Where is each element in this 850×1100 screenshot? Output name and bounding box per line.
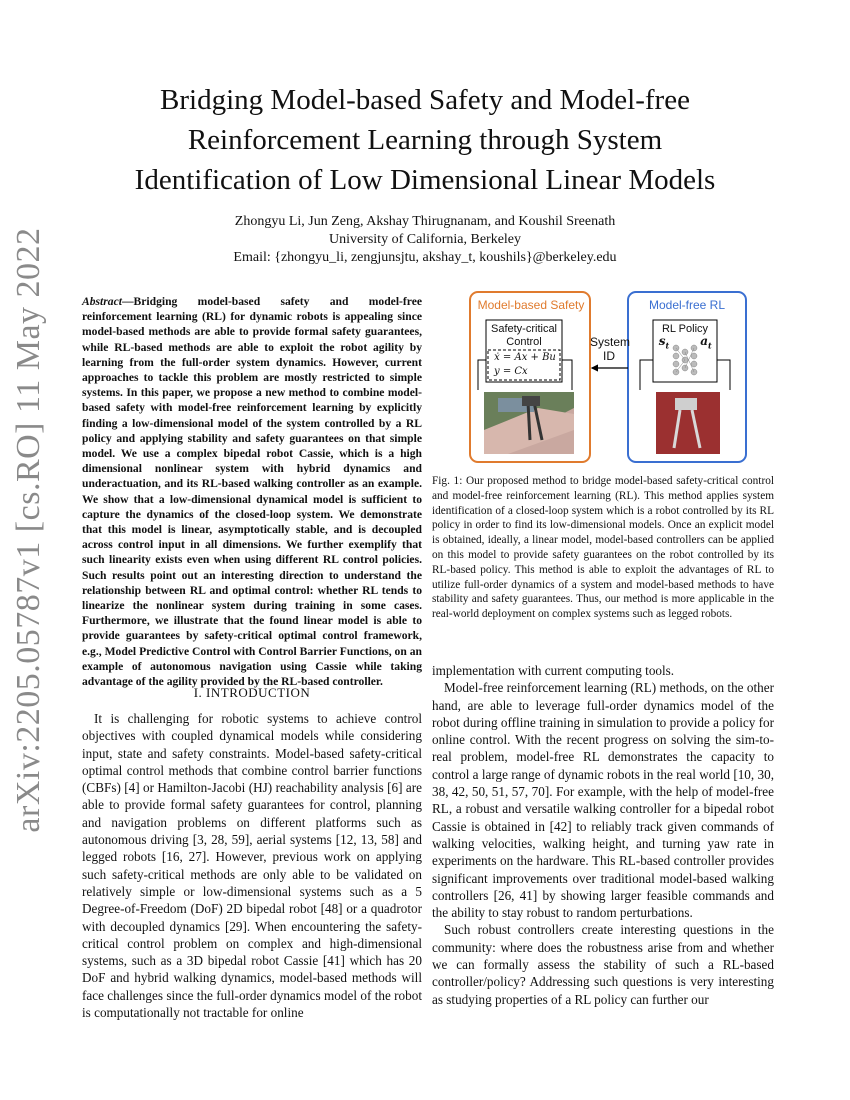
system-id-label-1: System (590, 335, 631, 349)
system-id-label-2: ID (603, 349, 615, 363)
introduction-paragraph: It is challenging for robotic systems to achieve control objectives with coupled dynamical models while considering input, state and safety constraints. Model-based safety-critical optimal control methods that combine control barrier functions (CBFs) [4] or Hamilton-Jacobi (HJ) reachability analysis [6] are able to provide formal safety guarantees for control, planning and navigation problems on different platforms such as autonomous driving [3, 28, 59], aerial systems [12, 13, 58] and legged robots [16, 27]. However, previous work on applying such safety-critical methods are only able to be validated on relatively simple or low-dimensional systems such as a 5 Degree-of-Freedom (DoF) 2D bipedal robot [48] or a quadrotor with decoupled dynamics [29]. When encountering the safety-critical control problem on complex and high-dimensional systems, such as a 3D bipedal robot Cassie [41] which has 20 DoF and hybrid walking dynamics, model-based methods will face challenges since the full-order dynamics model of the robot is computationally not tractable for online (82, 711, 422, 1021)
state-symbol-subscript: t (665, 340, 670, 351)
abstract-label: Abstract (82, 295, 122, 308)
safety-block-line-2: Control (506, 336, 542, 348)
simulation-image (484, 392, 574, 454)
arxiv-identifier-stamp (4, 227, 54, 833)
author-email: Email: {zhongyu_li, zengjunsjtu, akshay_t, koushils}@berkeley.edu (233, 250, 617, 265)
arxiv-identifier-text: arXiv:2205.05787v1 [cs.RO] 11 May 2022 (10, 227, 47, 833)
state-equation: ẋ = Ax + Bu (494, 352, 556, 363)
affiliation: University of California, Berkeley (328, 232, 522, 247)
title-line-1: Bridging Model-based Safety and Model-free (160, 84, 690, 116)
author-block (100, 213, 750, 267)
state-symbol-base: s (658, 334, 666, 348)
title-line-3: Identification of Low Dimensional Linear Models (134, 164, 716, 196)
abstract (82, 294, 422, 689)
figure-1-caption: Fig. 1: Our proposed method to bridge model-based safety-critical control and model-free reinforcement learning (RL). This method applies system identification of a closed-loop system which is a robot controlled by its RL policy in order to find its low-dimensional models. Once an explicit model is obtained, ideally, a linear model, model-based controllers can be applied on this model to provide safety guarantees on the robot controlled by its RL-based policy. This method is able to exploit the advantages of RL to utilize full-order dynamics of a system and model-based methods to have stability and safety guarantees. Thus, our method is more applicable in the real-world deployment on complex systems such as legged robots. (432, 475, 774, 621)
safety-block-line-1: Safety-critical (490, 323, 558, 335)
action-symbol-subscript: t (708, 340, 712, 351)
right-paragraph-1: implementation with current computing tools. (432, 663, 675, 678)
title-line-2: Reinforcement Learning through System (187, 124, 663, 156)
state-symbol (655, 334, 673, 350)
rl-policy-label: RL Policy (661, 323, 709, 335)
right-paragraph-3: Such robust controllers create interesting questions in the community: where does the robustness arise from and whether we can formally assess the stability of such a RL-based controller/policy? Addressing such questions is very interesting as studying properties of a RL policy can further our (432, 922, 774, 1007)
right-column-body (432, 662, 774, 1008)
author-names: Zhongyu Li, Jun Zeng, Akshay Thirugnanam, and Koushil Sreenath (234, 214, 616, 229)
right-paragraph-2: Model-free reinforcement learning (RL) methods, on the other hand, are able to leverage full-order dynamics model of the robot during offline training in simulation to provide a policy for online control. With the recent progress on solving the sim-to-real problem, model-free RL demonstrates the capacity to control a large range of dynamic robots in the real world [10, 30, 38, 42, 50, 51, 57, 70]. For example, with the help of model-free RL, a robust and versatile walking controller for a bipedal robot Cassie is obtained in [42] to reliably track given commands of walking velocities, walking height, and turning yaw rate in experiments on the hardware. This RL-based controller provides significant improvements over traditional model-based walking controllers [26, 41] by showing larger feasible commands and the ability to stay robust to random perturbations. (432, 680, 774, 921)
figure-1 (468, 290, 748, 465)
figure-1-diagram (468, 290, 748, 465)
output-equation: y = Cx (494, 366, 528, 377)
paper-title (70, 80, 780, 200)
hardware-robot-image (656, 392, 720, 454)
action-symbol-base: a (700, 334, 709, 348)
section-heading-introduction: I. INTRODUCTION (193, 685, 311, 700)
model-based-safety-label: Model-based Safety (477, 298, 585, 312)
action-symbol (697, 334, 715, 350)
abstract-text: —Bridging model-based safety and model-free reinforcement learning (RL) for dynamic robots is appealing since model-based methods are able to provide formal safety guarantees, while RL-based methods are able to exploit the robot agility by learning from the full-order system dynamics. However, current approaches to tackle this problem are mostly restricted to simple systems. In this paper, we propose a new method to combine model-based safety with model-free reinforcement learning by explicitly finding a low-dimensional model of the system controlled by a RL policy and applying stability and safety guarantees on that simple model. We use a complex bipedal robot Cassie, which is a high dimensional nonlinear system with hybrid dynamics and underactuation, and its RL-based walking controller as an example. We show that a low-dimensional dynamical model is sufficient to capture the dynamics of the closed-loop system. We demonstrate that this model is linear, asymptotically stable, and is decoupled across control input in all dimensions. We further exemplify that such linearity exists even when using different RL control policies. Such results point out an interesting direction to understand the relationship between RL and optimal control: whether RL tends to linearize the nonlinear system during training in some cases. Furthermore, we illustrate that the found linear model is able to provide guarantees by safety-critical optimal control framework, e.g., Model Predictive Control with Control Barrier Functions, on an example of autonomous navigation using Cassie while taking advantage of the agility provided by the RL-based controller. (82, 295, 422, 689)
model-free-rl-label: Model-free RL (648, 298, 726, 312)
